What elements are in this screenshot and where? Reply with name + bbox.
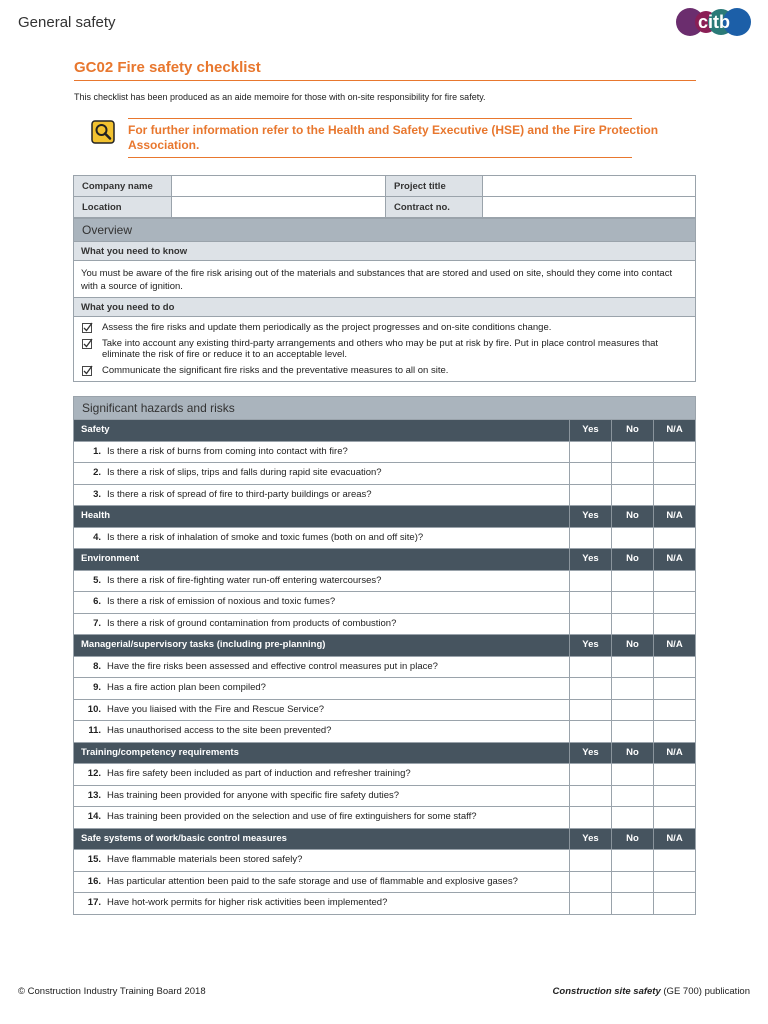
yes-answer-cell[interactable] [569,721,611,742]
title-divider [74,80,696,81]
question-row [74,462,695,484]
question-row [74,785,695,807]
question-label: Has training been provided for anyone with specific fire safety duties? [107,789,400,801]
na-answer-cell[interactable] [653,850,695,871]
question-label: Have flammable materials been stored safely? [107,854,303,865]
hazard-category-row [74,742,695,764]
question-row [74,656,695,678]
no-answer-cell[interactable] [611,872,653,893]
hazard-category-row [74,505,695,527]
question-row [74,613,695,635]
question-text [74,442,569,463]
no-answer-cell[interactable] [611,807,653,828]
project-title-field[interactable] [483,176,696,197]
checkbox-ticked-icon [82,322,93,333]
na-answer-cell[interactable] [653,592,695,613]
yes-answer-cell[interactable] [569,614,611,635]
na-column-header: N/A [653,549,695,570]
yes-answer-cell[interactable] [569,850,611,871]
question-number: 8. [93,660,101,672]
hazard-category-row [74,548,695,570]
checkbox-ticked-icon [82,338,93,349]
info-divider-top [128,118,632,119]
question-text [74,850,569,871]
no-answer-cell[interactable] [611,893,653,914]
question-text [74,463,569,484]
question-number: 13. [87,789,101,801]
question-row [74,720,695,742]
hazards-checklist [74,419,695,914]
na-answer-cell[interactable] [653,528,695,549]
hazard-category-row [74,634,695,656]
question-number: 3. [93,488,101,500]
na-answer-cell[interactable] [653,786,695,807]
company-name-label: Company name [74,176,172,197]
hazard-category-label: Training/competency requirements [81,746,239,758]
yes-answer-cell[interactable] [569,571,611,592]
hazard-category-row [74,828,695,850]
question-number: 11. [88,725,101,736]
intro-text: This checklist has been produced as an aide memoire for those with on-site responsibility for fire safety. [74,92,486,102]
yes-answer-cell[interactable] [569,700,611,721]
question-row [74,591,695,613]
page-section-title: General safety [18,14,116,31]
no-column-header: No [611,635,653,656]
na-column-header: N/A [653,420,695,441]
project-title-label: Project title [386,176,483,197]
question-label: Have the fire risks been assessed and effective control measures put in place? [107,660,438,672]
na-answer-cell[interactable] [653,614,695,635]
na-answer-cell[interactable] [653,807,695,828]
question-text [74,678,569,699]
checklist-item-text: Assess the fire risks and update them periodically as the project progresses and on-site conditions change. [102,322,552,333]
question-text [74,721,569,742]
question-label: Has training been provided on the selection and use of fire extinguishers for some staff? [107,811,477,822]
question-number: 17. [87,897,101,908]
what-you-need-to-do-list [74,317,695,381]
no-answer-cell[interactable] [611,442,653,463]
yes-answer-cell[interactable] [569,528,611,549]
hazard-category-label: Safe systems of work/basic control measures [81,832,287,844]
yes-column-header: Yes [569,743,611,764]
na-column-header: N/A [653,506,695,527]
question-text [74,893,569,914]
contract-no-label: Contract no. [386,197,483,218]
question-row [74,871,695,893]
yes-answer-cell[interactable] [569,442,611,463]
question-label: Have hot-work permits for higher risk activities been implemented? [107,897,388,908]
checklist-item-text: Communicate the significant fire risks and the preventative measures to all on site. [102,364,449,376]
na-column-header: N/A [653,635,695,656]
svg-text:citb: citb [697,12,731,32]
question-number: 9. [93,682,101,693]
na-answer-cell[interactable] [653,442,695,463]
no-answer-cell[interactable] [611,657,653,678]
question-number: 6. [93,596,101,607]
question-number: 15. [87,854,101,865]
question-text [74,571,569,592]
question-text [74,485,569,506]
yes-column-header: Yes [569,420,611,441]
no-answer-cell[interactable] [611,614,653,635]
question-number: 12. [87,768,101,779]
no-answer-cell[interactable] [611,528,653,549]
location-label: Location [74,197,172,218]
yes-column-header: Yes [569,506,611,527]
question-number: 10. [87,703,101,715]
checklist-item [74,322,695,334]
question-row [74,892,695,914]
question-label: Has a fire action plan been compiled? [107,682,266,693]
yes-column-header: Yes [569,829,611,850]
na-answer-cell[interactable] [653,872,695,893]
overview-section [73,218,696,382]
question-label: Has unauthorised access to the site been prevented? [107,725,332,736]
company-name-field[interactable] [172,176,386,197]
question-text [74,786,569,807]
question-label: Is there a risk of slips, trips and falls during rapid site evacuation? [107,467,382,478]
no-column-header: No [611,743,653,764]
checklist-item [74,365,695,377]
question-text [74,700,569,721]
hazard-category-label: Environment [81,553,140,564]
question-text [74,592,569,613]
question-label: Has particular attention been paid to the safe storage and use of flammable and explosive gases? [107,875,518,887]
na-answer-cell[interactable] [653,657,695,678]
checklist-item [74,338,695,361]
na-answer-cell[interactable] [653,721,695,742]
na-answer-cell[interactable] [653,463,695,484]
question-row [74,763,695,785]
question-text [74,614,569,635]
checklist-item-text: Take into account any existing third-party arrangements and others who may be put at risk by fire. Put in place control measures that eliminate the risk of fire or reduce it to an acceptable level. [102,337,659,360]
yes-answer-cell[interactable] [569,893,611,914]
question-number: 14. [87,811,101,822]
question-label: Is there a risk of emission of noxious and toxic fumes? [107,596,336,607]
hazard-category-label: Safety [81,424,110,435]
question-row [74,441,695,463]
question-text [74,807,569,828]
question-label: Is there a risk of ground contamination from products of combustion? [107,617,397,629]
question-label: Is there a risk of burns from coming into contact with fire? [107,445,348,457]
magnifier-icon [91,120,115,144]
hazard-category-row [74,419,695,441]
no-answer-cell[interactable] [611,764,653,785]
hazards-heading: Significant hazards and risks [74,397,695,419]
na-answer-cell[interactable] [653,571,695,592]
yes-answer-cell[interactable] [569,592,611,613]
no-answer-cell[interactable] [611,571,653,592]
no-answer-cell[interactable] [611,850,653,871]
question-row [74,699,695,721]
question-row [74,677,695,699]
question-number: 1. [93,445,101,457]
no-answer-cell[interactable] [611,678,653,699]
question-text [74,764,569,785]
question-number: 2. [93,467,101,478]
na-answer-cell[interactable] [653,764,695,785]
yes-answer-cell[interactable] [569,807,611,828]
question-number: 5. [93,574,101,586]
copyright-text: © Construction Industry Training Board 2018 [18,986,206,997]
question-row [74,484,695,506]
no-answer-cell[interactable] [611,700,653,721]
yes-column-header: Yes [569,635,611,656]
question-row [74,849,695,871]
question-row [74,527,695,549]
hazard-category-label: Managerial/supervisory tasks (including pre-planning) [81,639,326,650]
na-column-header: N/A [653,743,695,764]
no-answer-cell[interactable] [611,721,653,742]
question-text [74,657,569,678]
no-answer-cell[interactable] [611,485,653,506]
question-label: Have you liaised with the Fire and Rescue Service? [107,703,325,715]
no-column-header: No [611,549,653,570]
publication-title: Construction site safety [552,986,661,997]
question-text [74,528,569,549]
project-details-table [73,175,696,218]
na-answer-cell[interactable] [653,678,695,699]
yes-answer-cell[interactable] [569,786,611,807]
question-label: Is there a risk of fire-fighting water run-off entering watercourses? [107,574,382,586]
question-row [74,806,695,828]
no-column-header: No [611,829,653,850]
yes-column-header: Yes [569,549,611,570]
location-field[interactable] [172,197,386,218]
question-label: Is there a risk of spread of fire to third-party buildings or areas? [107,488,372,500]
na-column-header: N/A [653,829,695,850]
question-number: 16. [87,875,101,887]
no-answer-cell[interactable] [611,592,653,613]
checkbox-ticked-icon [82,365,93,376]
publication-credit [553,986,750,997]
question-text [74,872,569,893]
hazard-category-label: Health [81,510,111,521]
question-number: 4. [93,531,101,543]
no-answer-cell[interactable] [611,463,653,484]
na-answer-cell[interactable] [653,893,695,914]
contract-no-field[interactable] [483,197,696,218]
info-note: For further information refer to the Health and Safety Executive (HSE) and the Fire Protection Association. [128,123,659,152]
overview-heading: Overview [74,219,695,241]
hazards-section [73,396,696,915]
yes-answer-cell[interactable] [569,485,611,506]
yes-answer-cell[interactable] [569,657,611,678]
yes-answer-cell[interactable] [569,678,611,699]
what-you-need-to-do-heading: What you need to do [74,297,695,317]
yes-answer-cell[interactable] [569,463,611,484]
na-answer-cell[interactable] [653,700,695,721]
yes-answer-cell[interactable] [569,872,611,893]
no-column-header: No [611,420,653,441]
publication-code: (GE 700) publication [660,986,750,997]
question-number: 7. [93,617,101,629]
question-row [74,570,695,592]
no-answer-cell[interactable] [611,786,653,807]
yes-answer-cell[interactable] [569,764,611,785]
question-label: Has fire safety been included as part of induction and refresher training? [107,768,411,779]
question-label: Is there a risk of inhalation of smoke and toxic fumes (both on and off site)? [107,531,424,543]
what-you-need-to-know-text: You must be aware of the fire risk arising out of the materials and substances that are stored and used on site, should they come into contact with a source of ignition. [81,268,673,292]
what-you-need-to-know-heading: What you need to know [74,241,695,261]
na-answer-cell[interactable] [653,485,695,506]
info-divider-bottom [128,157,632,158]
page-title: GC02 Fire safety checklist [74,59,261,76]
citb-logo [676,6,752,38]
no-column-header: No [611,506,653,527]
